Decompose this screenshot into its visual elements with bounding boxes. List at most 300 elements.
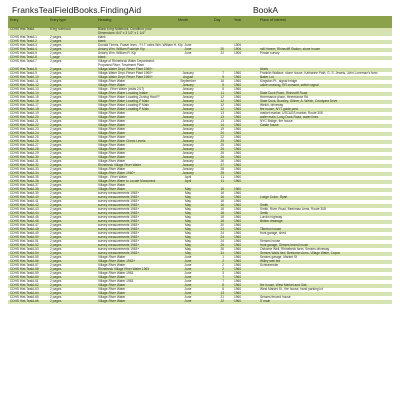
cell-entry-type: 2 pages [50,231,62,236]
cell-entry-type: 2 pages [50,111,62,116]
cell-year: 1960 [234,79,242,84]
cell-place: market marker, USC&GS marker, Route 308 [260,111,323,116]
cell-place: Willey well fed [260,259,281,264]
cell-entry: CDHS Hist.TealA.22 [10,123,39,128]
cell-place: front garage, Senses brand house [260,243,309,248]
cell-day: 1 [222,255,224,260]
cell-day: 26 [220,247,224,252]
cell-place: Smith [260,203,269,208]
cell-month: June [184,275,192,280]
cell-entry-type: 2 pages [50,207,62,212]
cell-entry-type: 2 pages [50,211,62,216]
cell-month: January [182,111,194,116]
cell-month: June [184,283,192,288]
cell-place: Senses house [260,239,281,244]
cell-entry: CDHS Hist.TealA.17 [10,103,39,108]
cell-year: 1960 [234,291,242,296]
cell-heading: Village-River Water [98,151,126,156]
column-header-heading: Heading [98,18,112,22]
cell-month: January [182,115,194,120]
cell-entry-type: 2 pages [50,259,62,264]
cell-entry: CDHS Hist.TealA.26 [10,139,39,144]
cell-year: 1906 [234,43,242,48]
cell-month: May [184,191,192,196]
cell-heading: Village - River Water (visits 2/17) [98,87,145,92]
cell-heading: Village-River Water [98,159,126,164]
cell-entry-type: 2 pages [50,39,62,44]
cell-heading: Blank 6 leg Notebook. Condition: poor. Dimensions: 6/4" x 3 1/2" x 1 1/4" [98,27,153,35]
cell-heading: Village-River Water [98,79,126,84]
cell-day: 16 [220,199,224,204]
cell-entry: CDHS Hist.TealA.19 [10,111,39,116]
cell-year: 1960 [234,151,242,156]
cell-year: 1906 [234,47,242,52]
cell-entry: CDHS Hist.TealA.42 [10,203,39,208]
cell-month: May [184,251,192,256]
cell-place: West Market St., fire house, hand parking lot [260,287,323,292]
cell-heading: Village-River Water [98,295,126,300]
cell-entry-type: 2 pages [50,71,62,76]
cell-month: April [184,175,192,180]
cell-heading: survey measurements 1963+ [98,203,140,208]
cell-entry-type: 2 pages [50,271,62,276]
cell-month: January [182,107,194,112]
cell-entry-type: 2 pages [50,107,62,112]
cell-entry: CDHS Hist.TealA.50 [10,235,39,240]
cell-entry: CDHS Hist.TealA.51 [10,239,39,244]
cell-entry-type: 2 pages [50,247,62,252]
table-header-row [8,16,392,28]
cell-month: June [184,295,192,300]
cell-entry-type: 2 pages [50,167,62,172]
cell-heading: Village-River Water [98,127,126,132]
cell-entry: CDHS Hist.TealA.60 [10,275,39,280]
cell-entry: CDHS Hist.TealA.16 [10,99,39,104]
cell-heading: Village-River Water Locating Intake [98,91,148,96]
cell-entry-type: 2 pages [50,275,62,280]
cell-heading: survey measurements 1963+ [98,227,140,232]
cell-month: June [184,279,192,284]
cell-year: 1960 [234,215,242,220]
cell-day: 24 [220,235,224,240]
cell-entry: CDHS Hist.TealA.25 [10,135,39,140]
cell-entry: CDHS Hist.TealA.46 [10,219,39,224]
cell-day: 21 [220,295,224,300]
cell-year: 1960 [234,139,242,144]
cell-entry-type: 2 pages [50,255,62,260]
cell-entry: CDHS Hist.TealA.4 [10,47,37,52]
cell-year: 1960 [234,119,242,124]
cell-entry: CDHS Hist.TealA.32 [10,163,39,168]
cell-month: May [184,187,192,192]
cell-year: 1960 [234,231,242,236]
cell-day: 2 [222,267,224,272]
table-row [8,60,392,68]
cell-month: January [182,87,194,92]
column-header-place: Place of interest [260,18,286,22]
cell-year: 1960 [234,199,242,204]
cell-heading: Village-River Water [98,283,126,288]
cell-day: 13 [220,111,224,116]
cell-day: 13 [220,119,224,124]
cell-year: 1960 [234,247,242,252]
cell-place: Slate Dock, Buckley, Gillner, A. Welch, Courtyard Drive [260,99,338,104]
cell-month: June [184,259,192,264]
cell-year: 1960 [234,167,242,172]
cell-day: 28 [220,171,224,176]
cell-day: 27 [220,163,224,168]
cell-entry-type: 2 pages [50,95,62,100]
cell-entry: CDHS Hist.TealA.35 [10,175,39,180]
cell-heading: survey measurements 1963+ [98,251,140,256]
cell-place: Smith [260,211,269,216]
cell-month: April [184,179,192,184]
cell-heading: blank [98,35,106,40]
cell-entry: CDHS Hist.TealA.65 [10,295,39,300]
cell-heading: Antony Wm. William R. Kip [98,51,137,56]
cell-entry: CDHS Hist.TealA.9 [10,71,37,76]
cell-entry-type: 2 pages [50,199,62,204]
cell-entry-type: 2 pages [50,151,62,156]
cell-entry: CDHS Hist.TealA.56 [10,259,39,264]
cell-entry: CDHS Hist.TealA.38 [10,187,39,192]
cell-year: 1960 [234,175,242,180]
cell-entry: CDHS Hist.TealA.49 [10,231,39,236]
cell-entry: CDHS Hist.TealA.27 [10,143,39,148]
cell-entry-type: 2 pages [50,299,62,304]
cell-entry: CDHS Hist.TealA.36 [10,179,39,184]
cell-day: 18 [220,215,224,220]
cell-month: January [182,147,194,152]
cell-entry-type: 2 pages [50,135,62,140]
cell-entry: CDHS Hist.TealA.7 [10,59,37,64]
cell-day: 12 [220,107,224,112]
cell-month: January [182,171,194,176]
cell-month: June [184,271,192,276]
cell-heading: Village-Water Dept. Reser Plant 1960+ [98,75,153,80]
cell-heading: Village-River Water 1963 [98,279,134,284]
cell-year: 1960 [234,163,242,168]
cell-day: 24 [220,227,224,232]
cell-place: cable crossing, RR crossed, switch signal [260,83,319,88]
cell-year: 1960 [234,147,242,152]
cell-year: 1960 [234,91,242,96]
cell-entry-type: 2 pages [50,83,62,88]
cell-month: June [184,267,192,272]
cell-entry: CDHS Hist.TealA.37 [10,183,39,188]
cell-day: 16 [220,187,224,192]
cell-heading: survey measurements 1963+ [98,211,140,216]
cell-place: Osborne Well, Rhinebeck farm, Senses driveway [260,247,330,252]
cell-entry: CDHS Hist.TealA.20 [10,115,39,120]
cell-entry-type: 2 pages [50,43,62,48]
cell-year: 1960 [234,283,242,288]
cell-month: January [182,119,194,124]
cell-place: Heermance place, Heermance Rd [260,95,309,100]
cell-heading: survey measurements 1963+ [98,243,140,248]
cell-entry: CDHS Hist.TealA.66 [10,299,39,304]
cell-day: 24 [220,231,224,236]
cell-day: 16 [220,191,224,196]
cell-month: January [182,91,194,96]
cell-entry-type: 2 pages [50,51,62,56]
cell-entry-type: 2 pages [50,87,62,92]
cell-entry-type: 2 pages [50,251,62,256]
cell-day: 26 [220,155,224,160]
cell-heading: Village-River Water to Locate Monument [98,179,156,184]
cell-day: 19 [220,127,224,132]
cell-entry: CDHS Hist.TealA.62 [10,283,39,288]
cell-entry: CDHS Hist.TealA.43 [10,207,39,212]
cell-place: Senses garage, Market St [260,255,297,260]
cell-entry-type: 2 pages [50,119,62,124]
cell-day: 3 [222,271,224,276]
cell-day: 13 [220,291,224,296]
cell-day: 2 [222,259,224,264]
cell-entry-type: 2 pages [50,159,62,164]
cell-heading: Village-River Water [98,111,126,116]
cell-heading: survey measurements 1963+ [98,235,140,240]
cell-entry: CDHS Hist.TealA.28 [10,147,39,152]
cell-entry: CDHS Hist.TealA.15 [10,95,39,100]
cell-day: 20 [220,223,224,228]
cell-place: Titterton house [260,227,282,232]
cell-place: Abels [260,67,268,72]
cell-entry: CDHS Hist.TealA.2 [10,39,37,44]
cell-heading: blank [98,39,106,44]
cell-place: Pindar survey [260,51,280,56]
cell-heading: Village-River Water Locating Zoning Hard P [98,95,160,100]
cell-year: 1960 [234,127,242,132]
cell-day: 12 [220,99,224,104]
cell-day: 11 [220,179,224,184]
cell-entry: CDHS Hist.TealA.24 [10,131,39,136]
cell-month: January [182,127,194,132]
cell-day: 25 [220,143,224,148]
cell-day: 22 [220,299,224,304]
cell-place: Kingston Pt., signal bridge [260,79,298,84]
cell-year: 1960 [234,275,242,280]
cell-place: front garage, shed [260,231,286,236]
cell-entry-type: 2 pages [50,163,62,168]
cell-entry: CDHS Hist.TealA.44 [10,211,39,216]
cell-heading: Village-River Water [98,275,126,280]
cell-entry-type: 2 pages [50,67,62,72]
cell-year: 1960 [234,219,242,224]
column-header-month: Month [178,18,188,22]
cell-entry: CDHS Hist.TealA.39 [10,191,39,196]
cell-month: May [184,247,192,252]
cell-month: May [184,227,192,232]
cell-month: May [184,223,192,228]
cell-day: 28 [220,167,224,172]
cell-day: 18 [220,211,224,216]
cell-heading: Village-River Water [98,135,126,140]
cell-place: Senses Walls fled, Beekman Arms, Village Water, Capon [260,251,341,256]
cell-month: June [184,299,192,304]
cell-entry: CDHS Hist.TealA.57 [10,263,39,268]
cell-day: 7 [222,275,224,280]
cell-entry: CDHS Hist.TealA.53 [10,247,39,252]
cell-heading: Village-River Water [98,155,126,160]
cell-day: 16 [220,203,224,208]
cell-entry-type: 1 page [50,55,60,60]
cell-heading: Village-River Water [98,123,126,128]
cell-heading: Village-River Water [98,255,126,260]
cell-month: May [184,211,192,216]
cell-heading: survey measurements 1963+ [98,215,140,220]
cell-entry: CDHS Hist.TealA.45 [10,215,39,220]
cell-day: 26 [220,151,224,156]
cell-heading: survey measurements 1963+ [98,223,140,228]
cell-year: 1960 [234,223,242,228]
cell-entry-type: 2 pages [50,127,62,132]
cell-year: 1960 [234,295,242,300]
cell-year: 1960 [234,243,242,248]
cell-day: 20 [220,47,224,52]
cell-heading: survey measurements 1963+ [98,195,140,200]
cell-heading: Village - River Water [98,175,128,180]
cell-heading: Village-River Water [98,299,126,304]
cell-entry: CDHS Hist.TealA.59 [10,271,39,276]
cell-entry: CDHS Hist.TealA.52 [10,243,39,248]
cell-day: 16 [220,195,224,200]
cell-entry-type: 2 pages [50,295,62,300]
cell-month: January [182,135,194,140]
cell-heading: blank [98,55,106,60]
table-row [8,300,392,304]
cell-heading: Village-River Water [98,131,126,136]
cell-entry: CDHS Hist.TealA.1 [10,35,37,40]
cell-year: 1960 [234,251,242,256]
cell-heading: Antony Wm. William Rudolph Kip [98,47,145,52]
column-header-entry-type: Entry type [50,18,67,22]
cell-month: June [184,47,192,52]
cell-entry-type: 2 pages [50,131,62,136]
cell-heading: survey measurements 1963+ [98,231,140,236]
cell-year: 1960 [234,171,242,176]
cell-month: January [182,163,194,168]
cell-day: 13 [220,115,224,120]
cell-year: 1960 [234,135,242,140]
cell-entry-type: 2 pages [50,227,62,232]
cell-heading: Village-River Water [98,119,126,124]
cell-month: January [182,131,194,136]
column-header-year: Year [234,18,242,22]
cell-entry: CDHS Hist.TealA.23 [10,127,39,132]
cell-year: 1960 [234,279,242,284]
cell-month: June [184,291,192,296]
cell-entry-type: 2 pages [50,179,62,184]
cell-month: January [182,71,194,76]
cell-entry: CDHS Hist.TealA.34 [10,171,39,176]
cell-day: 2 [222,263,224,268]
cell-day: 7 [222,71,224,76]
cell-year: 1960 [234,259,242,264]
cell-day: 14 [220,123,224,128]
cell-day: 22 [220,51,224,56]
cell-day: 7 [222,279,224,284]
cell-place: Schweenster [260,263,279,268]
cell-heading: Village-River Water Locating P Main [98,99,149,104]
cell-entry: CDHS Hist.TealA.18 [10,107,39,112]
cell-entry: CDHS Hist.TealA.11 [10,79,39,84]
cell-place: fire house, NYT guide post [260,107,298,112]
cell-year: 1960 [234,255,242,260]
cell-month: May [184,219,192,224]
cell-month: January [182,155,194,160]
cell-month: May [184,235,192,240]
cell-year: 1960 [234,111,242,116]
cell-place: water main, Long Dock Road, water lines [260,115,319,120]
cell-heading: Village-River Water [98,291,126,296]
cell-entry-type: 2 pages [50,123,62,128]
cell-day: 8 [222,287,224,292]
cell-year: 1960 [234,195,242,200]
cell-year: 1960 [234,83,242,88]
cell-day: 11 [220,175,224,180]
cell-place: Senses fenced house [260,295,291,300]
cell-entry-type: 2 pages [50,103,62,108]
cell-heading: Village-River Water [98,83,126,88]
cell-year: 1960 [234,235,242,240]
cell-day: 20 [220,131,224,136]
cell-month: January [182,143,194,148]
cell-year: 1960 [234,299,242,304]
cell-entry-type: 2 pages [50,183,62,188]
cell-year: 1960 [234,99,242,104]
cell-year: 1960 [234,131,242,136]
cell-entry-type: 2 pages [50,91,62,96]
cell-heading: Village-River Water [98,187,126,192]
cell-entry-type: 2 pages [50,291,62,296]
cell-month: January [182,151,194,156]
cell-entry-type: 2 pages [50,243,62,248]
cell-entry: CDHS Hist.TealA.31 [10,159,39,164]
cell-entry-type: 2 pages [50,171,62,176]
cell-heading: survey measurements 1963+ [98,207,140,212]
cell-month: January [182,139,194,144]
cell-heading: Village-River Water 1960+ [98,171,136,176]
cell-month: January [182,167,194,172]
cell-day: 16 [220,79,224,84]
cell-year: 1960 [234,115,242,120]
cell-day: 5 [222,83,224,88]
cell-month: January [182,123,194,128]
cell-heading: Village-River Water 1963 [98,271,134,276]
cell-year: 1960 [234,271,242,276]
cell-entry: CDHS Hist.TealA.14 [10,91,39,96]
cell-day: 9 [222,75,224,80]
cell-entry: CDHS Hist.TealA.33 [10,167,39,172]
cell-year: 1960 [234,203,242,208]
cell-place: fire house, West Market and Oak [260,283,307,288]
cell-entry-type: 2 pages [50,147,62,152]
cell-month: June [184,287,192,292]
cell-day: 22 [220,135,224,140]
cell-day: 18 [220,219,224,224]
cell-entry-type: 2 pages [50,239,62,244]
cell-month: May [184,199,192,204]
cell-entry: CDHS Hist.TealA.54 [10,251,39,256]
cell-day: 12 [220,95,224,100]
cell-entry-type: 2 pages [50,263,62,268]
cell-entry: CDHS Hist.TealA.30 [10,155,39,160]
cell-year: 1960 [234,211,242,216]
cell-entry-type: 2 pages [50,99,62,104]
cell-month: January [182,99,194,104]
cell-entry-type: 2 pages [50,75,62,80]
